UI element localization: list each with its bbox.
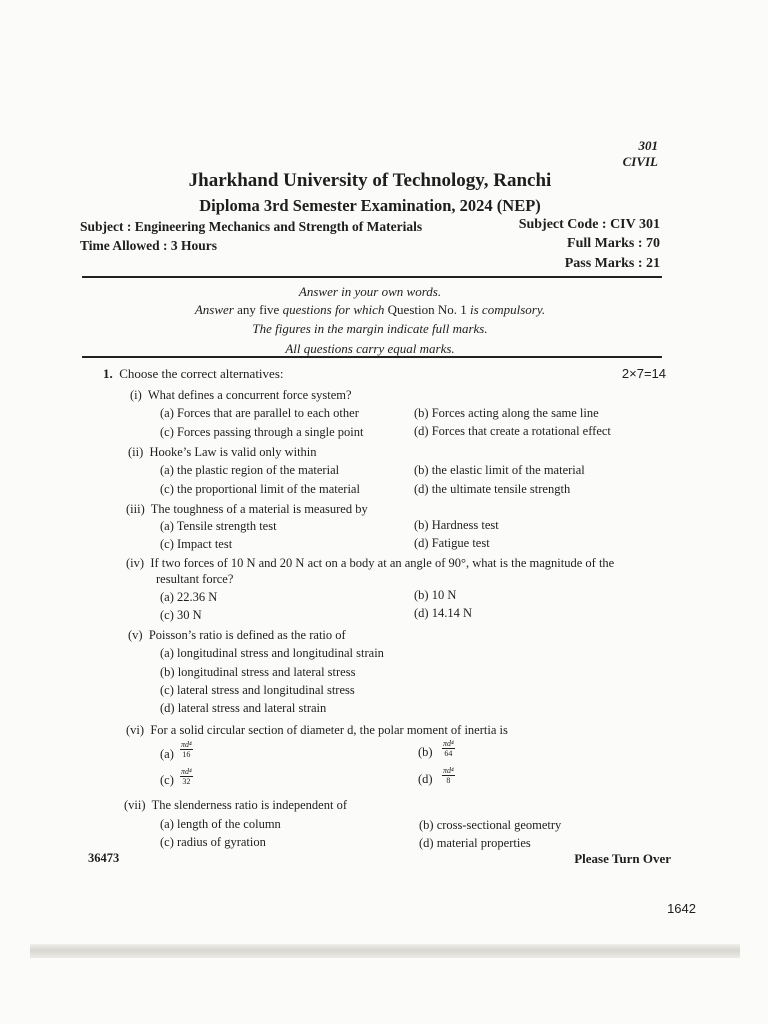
sub-question-number: (iii) — [126, 502, 145, 516]
paper-code-number: 301 — [638, 138, 658, 153]
sub-question-v — [128, 628, 346, 643]
paper-edge-shadow — [30, 944, 740, 958]
option-ii-d: (d) the ultimate tensile strength — [414, 482, 571, 496]
option-vi-a-label: (a) — [160, 747, 174, 761]
question-1-heading — [103, 366, 284, 382]
sub-question-text: The slenderness ratio is independent of — [151, 798, 347, 812]
paper-id: 36473 — [88, 851, 120, 865]
sub-question-number: (i) — [130, 388, 142, 402]
fraction-numerator: πd⁴ — [181, 767, 192, 776]
option-ii-a: (a) the plastic region of the material — [160, 463, 340, 477]
instruction-line-2 — [0, 302, 740, 318]
option-iv-d: (d) 14.14 N — [414, 606, 472, 620]
sub-question-text: What defines a concurrent force system? — [147, 388, 352, 402]
option-i-b: (b) Forces acting along the same line — [414, 406, 599, 420]
question-1-marks: 2×7=14 — [621, 366, 666, 381]
time-allowed: Time Allowed : 3 Hours — [80, 238, 218, 253]
full-marks: Full Marks : 70 — [567, 236, 660, 251]
sub-question-iv — [126, 556, 614, 571]
option-vi-a-fraction — [180, 740, 193, 759]
sub-question-text: Poisson’s ratio is defined as the ratio of — [148, 628, 346, 642]
instructions-divider — [82, 356, 662, 358]
sub-question-number: (ii) — [128, 445, 144, 459]
option-iii-a: (a) Tensile strength test — [160, 519, 277, 533]
instruction-line-3: The figures in the margin indicate full marks. — [252, 321, 488, 336]
option-i-a: (a) Forces that are parallel to each other — [160, 406, 359, 420]
instruction-questions-for-which: questions for which — [282, 302, 385, 317]
fraction-numerator: πd⁴ — [443, 766, 454, 775]
option-ii-b: (b) the elastic limit of the material — [414, 463, 585, 477]
sub-question-number: (iv) — [126, 556, 145, 570]
fraction-numerator: πd⁴ — [443, 739, 454, 748]
question-1-number: 1. — [103, 366, 113, 381]
fraction-denominator: 64 — [444, 749, 453, 758]
option-v-b: (b) longitudinal stress and lateral stress — [160, 665, 356, 679]
instruction-any-five: any five — [237, 302, 280, 317]
option-v-a: (a) longitudinal stress and longitudinal strain — [160, 646, 384, 660]
sub-question-ii — [128, 445, 317, 460]
instruction-answer: Answer — [194, 302, 234, 317]
subject-label: Subject : Engineering Mechanics and Strength of Materials — [80, 219, 423, 234]
option-iii-c: (c) Impact test — [160, 537, 233, 551]
sub-question-i — [130, 388, 352, 403]
option-v-c: (c) lateral stress and longitudinal stress — [160, 683, 355, 697]
fraction-denominator: 16 — [182, 750, 191, 759]
sub-question-number: (vii) — [124, 798, 146, 812]
option-vi-b-label: (b) — [418, 745, 433, 759]
question-1-text: Choose the correct alternatives: — [119, 366, 284, 381]
option-ii-c: (c) the proportional limit of the material — [160, 482, 360, 496]
university-title: Jharkhand University of Technology, Ranchi — [188, 170, 552, 191]
option-vi-d-fraction — [442, 766, 455, 785]
subject-code: Subject Code : CIV 301 — [518, 217, 660, 232]
sub-question-text: For a solid circular section of diameter d, the polar moment of inertia is — [150, 723, 508, 737]
sub-question-text: Hooke’s Law is valid only within — [149, 445, 317, 459]
fraction-denominator: 8 — [446, 776, 451, 785]
option-iii-b: (b) Hardness test — [414, 518, 499, 532]
option-i-d: (d) Forces that create a rotational effect — [414, 424, 611, 438]
option-v-d: (d) lateral stress and lateral strain — [160, 701, 327, 715]
instruction-line-4: All questions carry equal marks. — [285, 341, 455, 356]
option-vi-d-label: (d) — [418, 772, 433, 786]
paper-code-department: CIVIL — [622, 154, 658, 169]
sub-question-iii — [126, 502, 368, 517]
instruction-line-1: Answer in your own words. — [298, 284, 442, 299]
sub-question-iv-continuation: resultant force? — [156, 572, 234, 586]
instruction-question-no-1: Question No. 1 — [387, 302, 467, 317]
option-vii-a: (a) length of the column — [160, 817, 281, 831]
option-iv-c: (c) 30 N — [160, 608, 202, 622]
option-vii-b: (b) cross-sectional geometry — [419, 818, 562, 832]
option-i-c: (c) Forces passing through a single point — [160, 425, 364, 439]
sub-question-text: The toughness of a material is measured by — [150, 502, 368, 516]
option-vii-d: (d) material properties — [419, 836, 531, 850]
header-divider — [82, 276, 662, 278]
sub-question-number: (v) — [128, 628, 143, 642]
exam-title: Diploma 3rd Semester Examination, 2024 (NEP) — [199, 196, 541, 215]
stamp-number: 1642 — [667, 901, 696, 916]
option-iii-d: (d) Fatigue test — [414, 536, 490, 550]
option-vi-c-label: (c) — [160, 773, 174, 787]
sub-question-vi — [126, 723, 508, 738]
fraction-numerator: πd⁴ — [181, 740, 192, 749]
sub-question-text: If two forces of 10 N and 20 N act on a body at an angle of 90°, what is the magnitude of the — [150, 556, 615, 570]
option-vi-b-fraction — [442, 739, 455, 758]
please-turn-over: Please Turn Over — [574, 851, 671, 866]
instruction-compulsory: is compulsory. — [470, 302, 546, 317]
option-vi-c-fraction — [180, 767, 193, 786]
fraction-denominator: 32 — [182, 777, 191, 786]
pass-marks: Pass Marks : 21 — [564, 256, 660, 271]
option-iv-b: (b) 10 N — [414, 588, 457, 602]
sub-question-number: (vi) — [126, 723, 145, 737]
paper-code — [623, 138, 658, 170]
option-iv-a: (a) 22.36 N — [160, 590, 218, 604]
option-vii-c: (c) radius of gyration — [160, 835, 266, 849]
sub-question-vii — [124, 798, 347, 813]
